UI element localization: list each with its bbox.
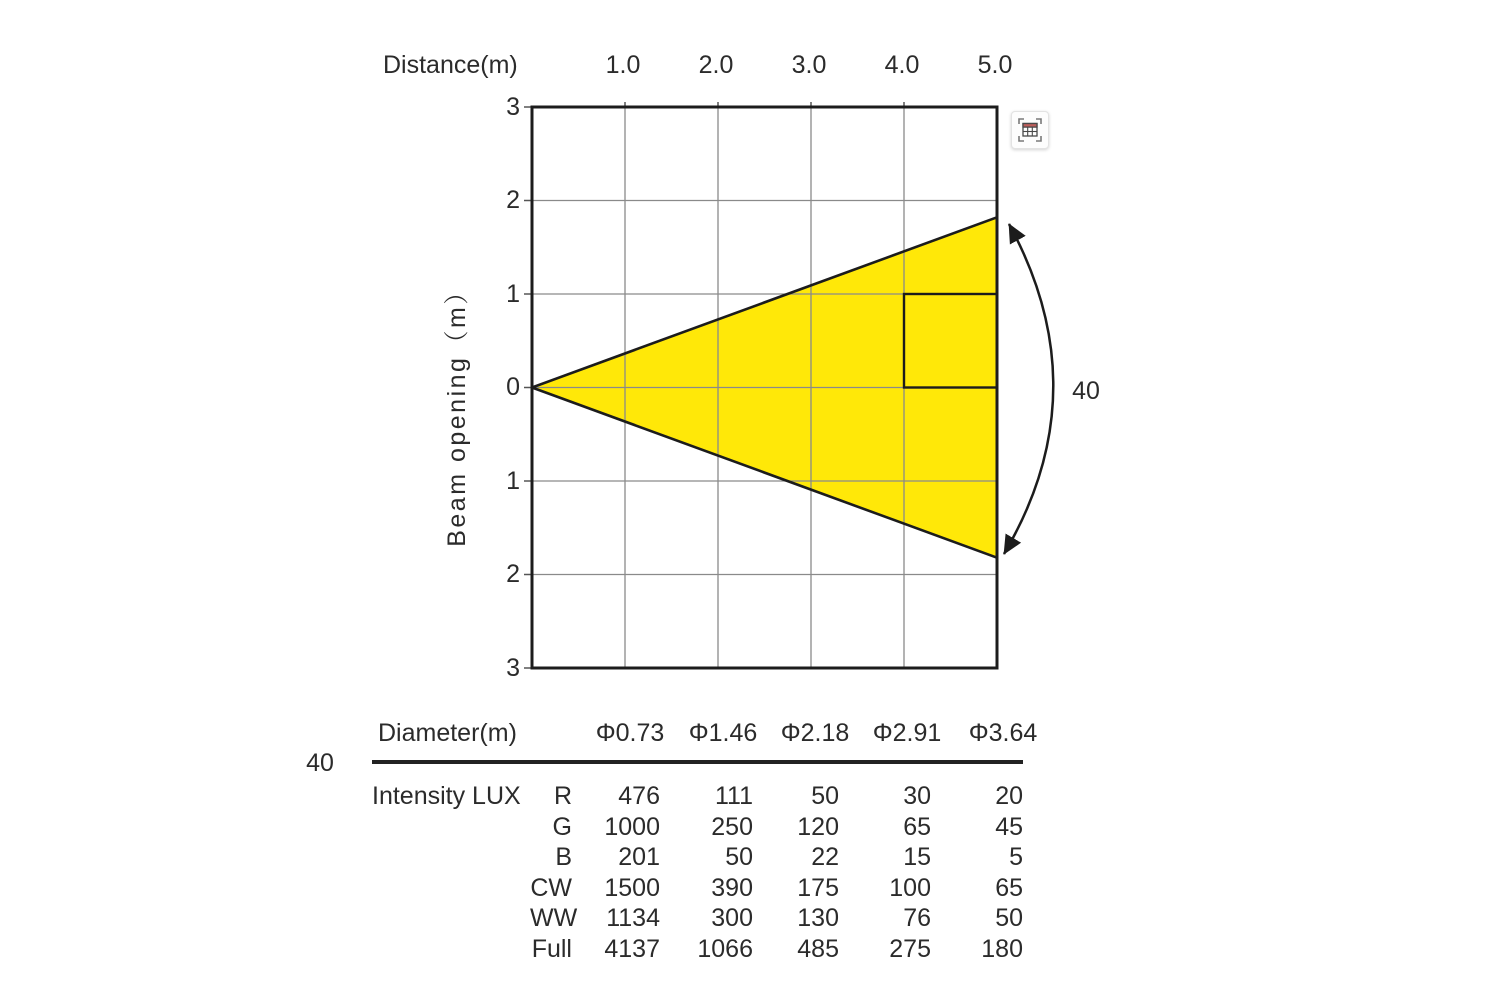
beam-axis-title: Beam opening（m） — [443, 277, 471, 547]
intensity-value: 76 — [903, 904, 931, 933]
intensity-value: 65 — [995, 873, 1023, 902]
intensity-value: 50 — [811, 782, 839, 810]
row-label: CW — [530, 873, 572, 902]
table-capture-icon[interactable] — [1011, 111, 1049, 149]
intensity-value: 275 — [889, 934, 931, 963]
intensity-value: 201 — [618, 843, 660, 872]
distance-axis-title: Distance(m) — [383, 51, 518, 79]
beam-angle-arrow — [1004, 224, 1053, 554]
diameter-value: Φ2.91 — [872, 719, 942, 747]
intensity-value: 476 — [618, 782, 660, 810]
diameter-value: Φ1.46 — [688, 719, 758, 747]
intensity-value: 1134 — [606, 904, 660, 933]
intensity-value: 300 — [711, 904, 753, 933]
beam-tick: 0 — [506, 373, 520, 401]
table-capture-glyph — [1015, 115, 1045, 145]
table-divider-rule — [372, 760, 1023, 764]
intensity-value: 30 — [903, 782, 931, 810]
row-label: B — [555, 843, 572, 872]
diameter-value: Φ0.73 — [595, 719, 665, 747]
distance-tick: 3.0 — [791, 51, 827, 79]
beam-tick: 1 — [506, 467, 520, 495]
diameter-value: Φ2.18 — [780, 719, 850, 747]
table-beam-angle: 40 — [306, 749, 334, 777]
intensity-table — [372, 781, 1023, 965]
intensity-value: 1066 — [697, 934, 753, 963]
beam-tick: 2 — [506, 560, 520, 588]
distance-tick: 1.0 — [605, 51, 641, 79]
beam-tick: 1 — [506, 280, 520, 308]
intensity-value: 15 — [903, 843, 931, 872]
intensity-value: 45 — [995, 812, 1023, 841]
intensity-value: 1000 — [604, 812, 660, 841]
beam-angle-value: 40 — [1072, 377, 1100, 405]
intensity-value: 4137 — [604, 934, 660, 963]
beam-tick: 3 — [506, 654, 520, 682]
intensity-value: 130 — [797, 904, 839, 933]
row-label: R — [553, 782, 572, 810]
intensity-value: 5 — [1009, 843, 1023, 872]
intensity-value: 485 — [797, 934, 839, 963]
intensity-value: 100 — [889, 873, 931, 902]
intensity-value: 180 — [981, 934, 1023, 963]
intensity-value: 22 — [811, 843, 839, 872]
intensity-value: 120 — [797, 812, 839, 841]
diameter-value: Φ3.64 — [968, 719, 1038, 747]
row-label: Full — [531, 934, 572, 963]
intensity-table-title: Intensity LUX — [372, 782, 521, 810]
intensity-value: 175 — [797, 873, 839, 902]
intensity-value: 65 — [903, 812, 931, 841]
distance-tick: 4.0 — [884, 51, 920, 79]
intensity-value: 20 — [995, 782, 1023, 810]
distance-tick: 5.0 — [977, 51, 1013, 79]
intensity-value: 250 — [711, 812, 753, 841]
distance-tick: 2.0 — [698, 51, 734, 79]
row-label: G — [552, 812, 572, 841]
diameter-row-label: Diameter(m) — [378, 719, 517, 747]
intensity-value: 50 — [995, 904, 1023, 933]
intensity-value: 111 — [714, 782, 753, 810]
intensity-value: 1500 — [604, 873, 660, 902]
beam-tick: 2 — [506, 186, 520, 214]
row-label: WW — [530, 904, 578, 933]
beam-tick: 3 — [506, 93, 520, 121]
beam-chart-canvas — [500, 90, 1120, 700]
intensity-value: 50 — [725, 843, 753, 872]
intensity-value: 390 — [711, 873, 753, 902]
